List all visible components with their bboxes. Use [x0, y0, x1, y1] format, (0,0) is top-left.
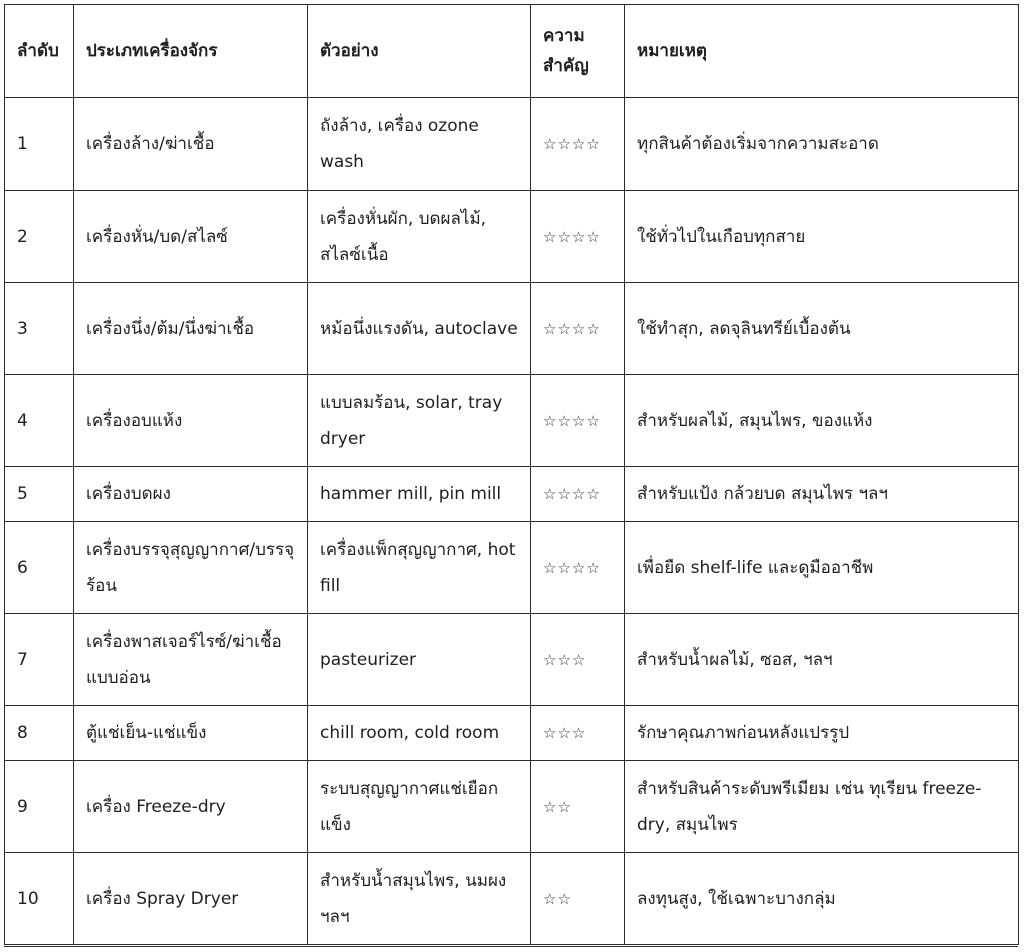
cell-no: 6: [5, 522, 74, 614]
cell-note: ลงทุนสูง, ใช้เฉพาะบางกลุ่ม: [625, 853, 1019, 945]
cell-example: หม้อนึ่งแรงดัน, autoclave: [308, 283, 531, 375]
header-no: ลำดับ: [5, 5, 74, 98]
cell-type: เครื่องบรรจุสุญญากาศ/บรรจุร้อน: [74, 522, 308, 614]
cell-example: สำหรับน้ำสมุนไพร, นมผง ฯลฯ: [308, 853, 531, 945]
cell-importance: ☆☆☆: [531, 614, 625, 706]
table-body: [5, 98, 1019, 945]
cell-importance: ☆☆☆☆: [531, 191, 625, 283]
cell-type: เครื่องนึ่ง/ต้ม/นึ่งฆ่าเชื้อ: [74, 283, 308, 375]
cell-note: สำหรับแป้ง กล้วยบด สมุนไพร ฯลฯ: [625, 467, 1019, 522]
cell-type: เครื่องพาสเจอร์ไรซ์/ฆ่าเชื้อแบบอ่อน: [74, 614, 308, 706]
cell-importance: ☆☆☆☆: [531, 283, 625, 375]
cell-importance: ☆☆: [531, 853, 625, 945]
cell-importance: ☆☆☆☆: [531, 98, 625, 191]
header-type: ประเภทเครื่องจักร: [74, 5, 308, 98]
table-row: [5, 522, 1019, 614]
cell-no: 2: [5, 191, 74, 283]
table-row: [5, 614, 1019, 706]
cell-type: เครื่อง Spray Dryer: [74, 853, 308, 945]
cell-note: ใช้ทั่วไปในเกือบทุกสาย: [625, 191, 1019, 283]
cell-no: 5: [5, 467, 74, 522]
cell-note: รักษาคุณภาพก่อนหลังแปรรูป: [625, 706, 1019, 761]
cell-no: 7: [5, 614, 74, 706]
table-header-row: [5, 5, 1019, 98]
cell-example: ระบบสุญญากาศแช่เยือกแข็ง: [308, 761, 531, 853]
cell-no: 4: [5, 375, 74, 467]
table-row: [5, 467, 1019, 522]
cell-note: ใช้ทำสุก, ลดจุลินทรีย์เบื้องต้น: [625, 283, 1019, 375]
cell-note: สำหรับสินค้าระดับพรีเมียม เช่น ทุเรียน freeze-dry, สมุนไพร: [625, 761, 1019, 853]
table-row: [5, 98, 1019, 191]
table-row: [5, 283, 1019, 375]
cell-importance: ☆☆☆☆: [531, 467, 625, 522]
cell-type: เครื่องอบแห้ง: [74, 375, 308, 467]
machinery-table-wrapper: [4, 4, 1018, 945]
cell-importance: ☆☆☆☆: [531, 375, 625, 467]
cell-note: สำหรับน้ำผลไม้, ซอส, ฯลฯ: [625, 614, 1019, 706]
cell-note: เพื่อยืด shelf-life และดูมืออาชีพ: [625, 522, 1019, 614]
cell-example: เครื่องแพ็กสุญญากาศ, hot fill: [308, 522, 531, 614]
table-row: [5, 853, 1019, 945]
cell-type: เครื่องหั่น/บด/สไลซ์: [74, 191, 308, 283]
cell-note: สำหรับผลไม้, สมุนไพร, ของแห้ง: [625, 375, 1019, 467]
cell-no: 8: [5, 706, 74, 761]
cell-example: ถังล้าง, เครื่อง ozone wash: [308, 98, 531, 191]
cell-example: แบบลมร้อน, solar, tray dryer: [308, 375, 531, 467]
cell-example: hammer mill, pin mill: [308, 467, 531, 522]
cell-no: 10: [5, 853, 74, 945]
bottom-rule: [4, 946, 1018, 947]
header-note: หมายเหตุ: [625, 5, 1019, 98]
table-row: [5, 761, 1019, 853]
cell-importance: ☆☆☆☆: [531, 522, 625, 614]
cell-no: 1: [5, 98, 74, 191]
header-importance: ความสำคัญ: [531, 5, 625, 98]
table-row: [5, 191, 1019, 283]
cell-example: chill room, cold room: [308, 706, 531, 761]
cell-no: 9: [5, 761, 74, 853]
cell-type: เครื่อง Freeze-dry: [74, 761, 308, 853]
cell-type: เครื่องบดผง: [74, 467, 308, 522]
cell-note: ทุกสินค้าต้องเริ่มจากความสะอาด: [625, 98, 1019, 191]
cell-type: ตู้แช่เย็น-แช่แข็ง: [74, 706, 308, 761]
header-example: ตัวอย่าง: [308, 5, 531, 98]
cell-type: เครื่องล้าง/ฆ่าเชื้อ: [74, 98, 308, 191]
machinery-table: [4, 4, 1019, 945]
cell-example: เครื่องหั่นผัก, บดผลไม้, สไลซ์เนื้อ: [308, 191, 531, 283]
cell-no: 3: [5, 283, 74, 375]
cell-importance: ☆☆☆: [531, 706, 625, 761]
table-row: [5, 706, 1019, 761]
cell-example: pasteurizer: [308, 614, 531, 706]
table-row: [5, 375, 1019, 467]
cell-importance: ☆☆: [531, 761, 625, 853]
